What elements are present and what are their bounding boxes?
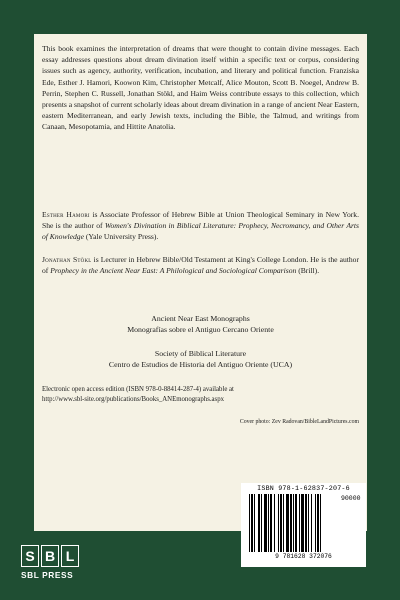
barcode-stripe: [268, 494, 269, 552]
barcode-stripe: [305, 494, 307, 552]
barcode-stripe: [261, 494, 262, 552]
author-name: Esther Hamori: [42, 210, 90, 219]
logo-press-text: SBL PRESS: [21, 570, 74, 580]
barcode-stripe: [320, 494, 321, 552]
logo-letter: B: [41, 545, 59, 567]
barcode-stripe: [249, 494, 250, 552]
access-url: http://www.sbl-site.org/publications/Books_ANEmonographs.aspx: [42, 396, 224, 404]
barcode-stripe: [270, 494, 272, 552]
barcode-stripe: [308, 494, 309, 552]
barcode-stripe: [311, 494, 312, 552]
book-title: Women's Divination in Biblical Literature: Prophecy, Necromancy, and Other Arts of Knowledge: [42, 221, 359, 242]
isbn-barcode: [241, 483, 366, 567]
barcode-stripe: [278, 494, 279, 552]
sbl-press-logo: [21, 545, 83, 591]
barcode-stripe: [258, 494, 260, 552]
barcode-stripe: [315, 494, 316, 552]
bio-text: (Brill).: [296, 266, 320, 276]
bio-text: is Lecturer in Hebrew Bible/Old Testament at King's College London. He is the author of: [42, 255, 359, 276]
author-bio-hamori: [42, 209, 359, 243]
series-line-1: Ancient Near East Monographs: [151, 314, 250, 323]
barcode-stripe: [264, 494, 267, 552]
bio-text: (Yale University Press).: [83, 232, 159, 242]
publisher-line-1: Society of Biblical Literature: [154, 349, 247, 358]
book-description: This book examines the interpretation of dreams that were thought to contain divine messages. Each essay addresses questions about dream divination itself within a specific text or corpus, considering issues such as agency, authority, verification, incubation, and literary and political function. Franziska Ede, Esther J. Hamori, Koowon Kim, Christopher Metcalf, Alice Mouton, Scott B. Noegel, Andrew B. Perrin, Stephen C. Russell, Jonathan Stökl, and Haim Weiss contribute essays to this collection, which presents a snapshot of current scholarly ideas about dream divination in a range of ancient Near Eastern, eastern Mediterranean, and early Jewish texts, including the Bible, the Talmud, and writings from Canaan, Mesopotamia, and Hittite Anatolia.: [42, 44, 359, 132]
series-line-2: Monografías sobre el Antiguo Cercano Oriente: [127, 325, 274, 335]
barcode-stripe: [301, 494, 304, 552]
text-panel: [34, 34, 367, 531]
cover-photo-credit: Cover photo: Zev Radovan/BibleLandPictures.com: [239, 419, 359, 425]
barcode-stripe: [290, 494, 292, 552]
barcode-stripe: [286, 494, 289, 552]
access-line-1: Electronic open access edition (ISBN 978-0-88414-287-4) available at: [42, 386, 234, 393]
barcode-stripe: [317, 494, 319, 552]
barcode-digits: 9 781628 372076: [275, 553, 332, 560]
series-title: [34, 313, 367, 335]
barcode-stripe: [283, 494, 284, 552]
barcode-stripe: [251, 494, 253, 552]
logo-letter: S: [21, 545, 39, 567]
open-access-note: [42, 385, 359, 405]
author-bio-stokl: [42, 254, 359, 276]
barcode-stripe: [274, 494, 275, 552]
isbn-label: ISBN 978-1-62837-207-6: [257, 485, 350, 493]
logo-letter: L: [61, 545, 79, 567]
price-code: 90000: [341, 495, 361, 502]
barcode-stripe: [295, 494, 297, 552]
barcode-stripe: [299, 494, 300, 552]
book-title: Prophecy in the Ancient Near East: A Philological and Sociological Comparison: [50, 266, 297, 276]
bio-text: is Associate Professor of Hebrew Bible at Union Theological Seminary in New York. She is the author of: [42, 210, 360, 231]
logo-letters: [21, 545, 83, 567]
publisher-names: [34, 348, 367, 370]
barcode-bars: [249, 494, 359, 552]
publisher-line-2: Centro de Estudios de Historia del Antiguo Oriente (UCA): [108, 360, 293, 370]
author-name: Jonathan Stökl: [42, 255, 92, 264]
barcode-stripe: [293, 494, 294, 552]
barcode-stripe: [254, 494, 255, 552]
barcode-stripe: [280, 494, 282, 552]
